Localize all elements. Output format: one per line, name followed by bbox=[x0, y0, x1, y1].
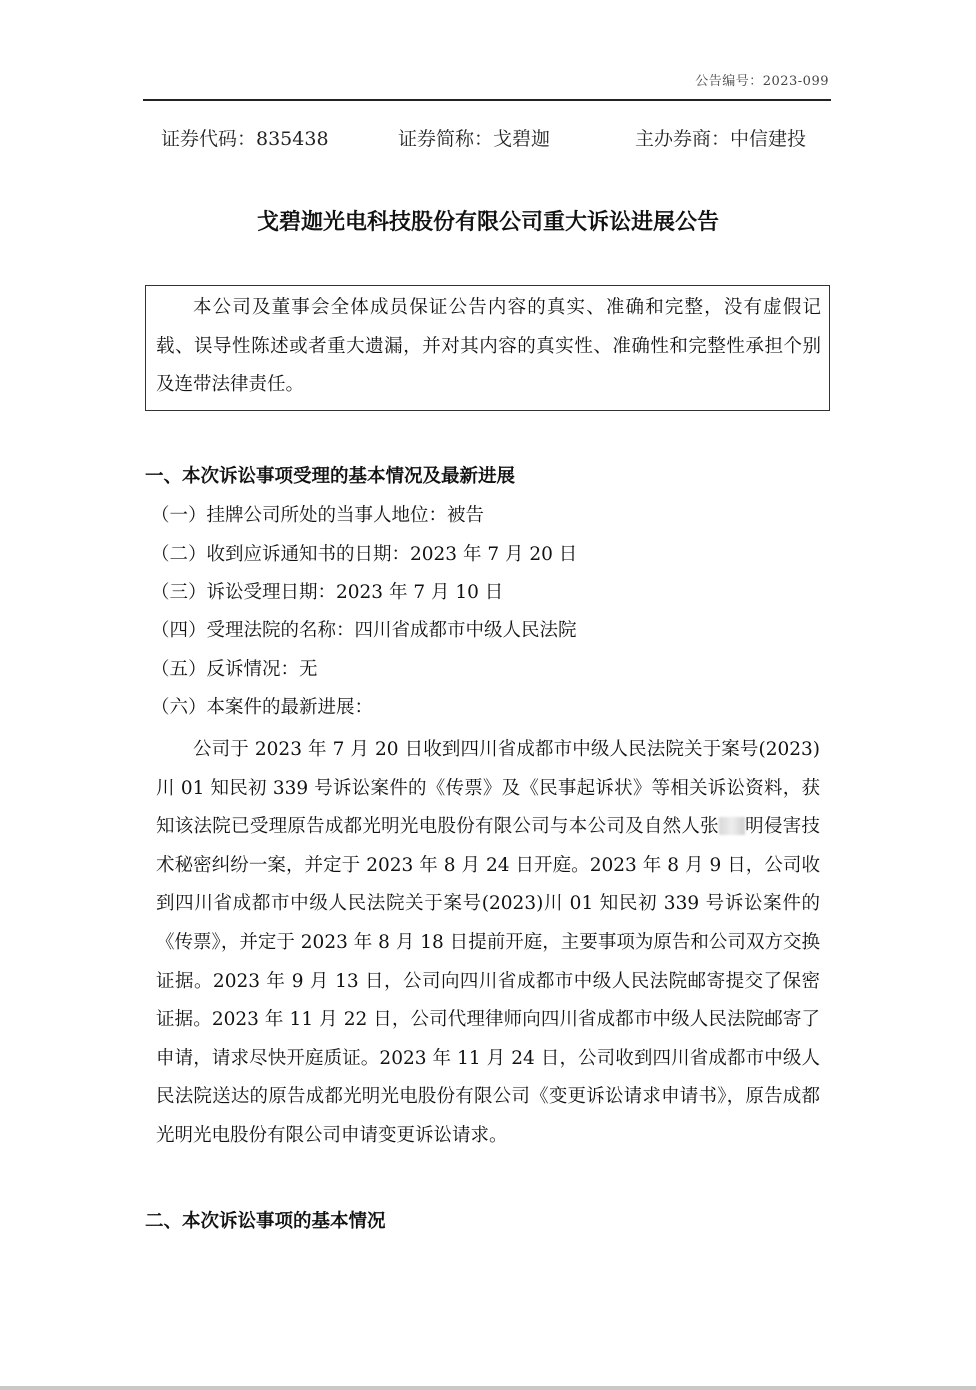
item-acceptance-date: （三）诉讼受理日期：2023 年 7 月 10 日 bbox=[151, 582, 504, 603]
redaction-mark bbox=[719, 817, 745, 835]
item-court-name: （四）受理法院的名称：四川省成都市中级人民法院 bbox=[151, 620, 577, 641]
page-bottom-edge bbox=[0, 1386, 976, 1390]
item-party-status: （一）挂牌公司所处的当事人地位：被告 bbox=[151, 505, 485, 526]
document-title: 戈碧迦光电科技股份有限公司重大诉讼进展公告 bbox=[256, 210, 719, 235]
stock-abbreviation: 证券简称：戈碧迦 bbox=[398, 128, 551, 150]
section-1-heading: 一、本次诉讼事项受理的基本情况及最新进展 bbox=[145, 466, 516, 487]
item-latest-progress: （六）本案件的最新进展： bbox=[151, 697, 374, 718]
stock-code: 证券代码：835438 bbox=[161, 128, 329, 150]
progress-text-part-1: 公司于 2023 年 7 月 20 日收到四川省成都市中级人民法院关于案号(2023)川 01 知民初 339 号诉讼案件的《传票》及《民事起诉状》等相关诉讼资料，获知该法院已受理原告成都光明光电股份有限公司与本公司及自然人张 bbox=[156, 739, 820, 838]
announcement-number: 公告编号：2023-099 bbox=[695, 74, 829, 89]
header-rule bbox=[143, 99, 831, 101]
sponsor-broker: 主办券商：中信建投 bbox=[635, 128, 807, 150]
progress-text-part-2: 明侵害技术秘密纠纷一案，并定于 2023 年 8 月 24 日开庭。2023 年 8 月 9 日，公司收到四川省成都市中级人民法院关于案号(2023)川 01 知民初 339 号诉讼案件的《传票》，并定于 2023 年 8 月 18 日提前开庭，主要事项为原告和公司双方交换证据。2023 年 9 月 13 日，公司向四川省成都市中级人民法院邮寄提交了保密证据。2023 年 11 月 22 日，公司代理律师向四川省成都市中级人民法院邮寄了申请，请求尽快开庭质证。2023 年 11 月 24 日，公司收到四川省成都市中级人民法院送达的原告成都光明光电股份有限公司《变更诉讼请求申请书》，原告成都光明光电股份有限公司申请变更诉讼请求。 bbox=[156, 816, 820, 1146]
disclaimer-box: 本公司及董事会全体成员保证公告内容的真实、准确和完整，没有虚假记载、误导性陈述或者重大遗漏，并对其内容的真实性、准确性和完整性承担个别及连带法律责任。 bbox=[145, 285, 830, 411]
progress-paragraph bbox=[156, 731, 820, 1156]
item-notice-date: （二）收到应诉通知书的日期：2023 年 7 月 20 日 bbox=[151, 544, 578, 565]
item-counterclaim: （五）反诉情况：无 bbox=[151, 659, 318, 680]
section-2-heading: 二、本次诉讼事项的基本情况 bbox=[145, 1211, 386, 1232]
